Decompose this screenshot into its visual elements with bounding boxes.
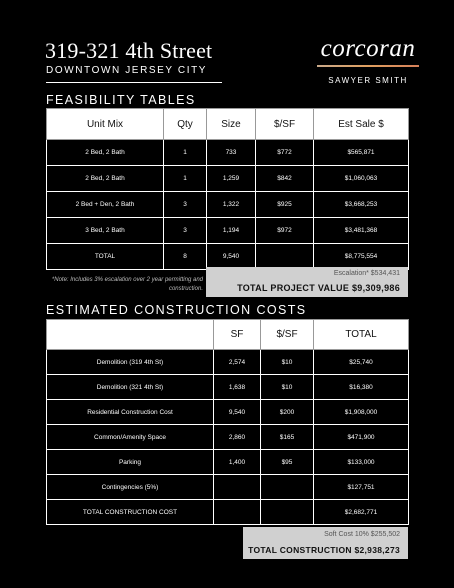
price-per-sf-cell: $200 <box>261 400 314 425</box>
soft-cost-value: Soft Cost 10% $255,502 <box>324 531 400 538</box>
column-header: $/SF <box>261 320 314 350</box>
est-sale-cell: $8,775,554 <box>314 244 409 270</box>
price-per-sf-cell <box>261 500 314 525</box>
column-header: SF <box>214 320 261 350</box>
est-sale-cell: $1,060,063 <box>314 166 409 192</box>
column-header: $/SF <box>256 109 314 140</box>
brand-subtitle: SAWYER SMITH <box>328 76 408 85</box>
price-per-sf-cell: $10 <box>261 350 314 375</box>
table-header-row <box>47 109 409 140</box>
total-cell: $1,908,000 <box>314 400 409 425</box>
price-per-sf-cell: $10 <box>261 375 314 400</box>
escalation-value: Escalation* $534,431 <box>333 270 400 277</box>
property-title: 319-321 4th Street <box>45 38 213 63</box>
est-sale-cell: $3,481,368 <box>314 218 409 244</box>
est-sale-cell: $565,871 <box>314 140 409 166</box>
table-total-row <box>47 244 409 270</box>
qty-cell: 3 <box>164 218 207 244</box>
unit-mix-cell: 2 Bed + Den, 2 Bath <box>47 192 164 218</box>
size-cell: 9,540 <box>207 244 256 270</box>
table-row <box>47 475 409 500</box>
column-header: Est Sale $ <box>314 109 409 140</box>
table-row <box>47 450 409 475</box>
table-row <box>47 375 409 400</box>
size-cell: 1,194 <box>207 218 256 244</box>
price-per-sf-cell: $772 <box>256 140 314 166</box>
table-header-row <box>47 320 409 350</box>
price-per-sf-cell: $925 <box>256 192 314 218</box>
table-row <box>47 140 409 166</box>
logo-accent-bar <box>317 65 419 67</box>
price-per-sf-cell: $972 <box>256 218 314 244</box>
total-cell: $25,740 <box>314 350 409 375</box>
table-row <box>47 218 409 244</box>
project-value-box <box>206 267 408 297</box>
total-project-value: TOTAL PROJECT VALUE $9,309,986 <box>237 283 400 293</box>
unit-mix-cell: 2 Bed, 2 Bath <box>47 140 164 166</box>
location-subtitle: DOWNTOWN JERSEY CITY <box>46 65 208 76</box>
total-cell: $16,380 <box>314 375 409 400</box>
price-per-sf-cell <box>256 244 314 270</box>
construction-heading: ESTIMATED CONSTRUCTION COSTS <box>46 303 307 317</box>
table-row <box>47 400 409 425</box>
size-cell: 733 <box>207 140 256 166</box>
feasibility-table <box>46 108 409 270</box>
total-cell: $2,682,771 <box>314 500 409 525</box>
escalation-note: *Note: Includes 3% escalation over 2 year permitting and construction. <box>51 277 203 292</box>
price-per-sf-cell: $165 <box>261 425 314 450</box>
table-row <box>47 192 409 218</box>
cost-item-cell: TOTAL CONSTRUCTION COST <box>47 500 214 525</box>
sf-cell: 2,574 <box>214 350 261 375</box>
unit-mix-cell: TOTAL <box>47 244 164 270</box>
feasibility-heading: FEASIBILITY TABLES <box>46 93 196 107</box>
cost-item-cell: Residential Construction Cost <box>47 400 214 425</box>
cost-item-cell: Parking <box>47 450 214 475</box>
price-per-sf-cell: $842 <box>256 166 314 192</box>
qty-cell: 8 <box>164 244 207 270</box>
column-header: Size <box>207 109 256 140</box>
brand-logo: corcoran <box>320 35 416 62</box>
total-cell: $127,751 <box>314 475 409 500</box>
total-cell: $471,900 <box>314 425 409 450</box>
size-cell: 1,259 <box>207 166 256 192</box>
unit-mix-cell: 2 Bed, 2 Bath <box>47 166 164 192</box>
price-per-sf-cell <box>261 475 314 500</box>
column-header <box>47 320 214 350</box>
column-header: Unit Mix <box>47 109 164 140</box>
sf-cell: 1,638 <box>214 375 261 400</box>
total-cell: $133,000 <box>314 450 409 475</box>
title-divider <box>46 82 222 83</box>
table-total-row <box>47 500 409 525</box>
table-row <box>47 425 409 450</box>
table-row <box>47 166 409 192</box>
size-cell: 1,322 <box>207 192 256 218</box>
column-header: TOTAL <box>314 320 409 350</box>
qty-cell: 1 <box>164 166 207 192</box>
table-row <box>47 350 409 375</box>
sf-cell: 1,400 <box>214 450 261 475</box>
est-sale-cell: $3,668,253 <box>314 192 409 218</box>
sf-cell <box>214 475 261 500</box>
price-per-sf-cell: $95 <box>261 450 314 475</box>
cost-item-cell: Demolition (319 4th St) <box>47 350 214 375</box>
construction-total-box <box>243 527 408 559</box>
construction-table <box>46 319 409 525</box>
sf-cell: 2,860 <box>214 425 261 450</box>
cost-item-cell: Common/Amenity Space <box>47 425 214 450</box>
unit-mix-cell: 3 Bed, 2 Bath <box>47 218 164 244</box>
qty-cell: 1 <box>164 140 207 166</box>
sf-cell: 9,540 <box>214 400 261 425</box>
qty-cell: 3 <box>164 192 207 218</box>
sf-cell <box>214 500 261 525</box>
column-header: Qty <box>164 109 207 140</box>
cost-item-cell: Demolition (321 4th St) <box>47 375 214 400</box>
cost-item-cell: Contingencies (5%) <box>47 475 214 500</box>
total-construction-value: TOTAL CONSTRUCTION $2,938,273 <box>248 545 400 555</box>
